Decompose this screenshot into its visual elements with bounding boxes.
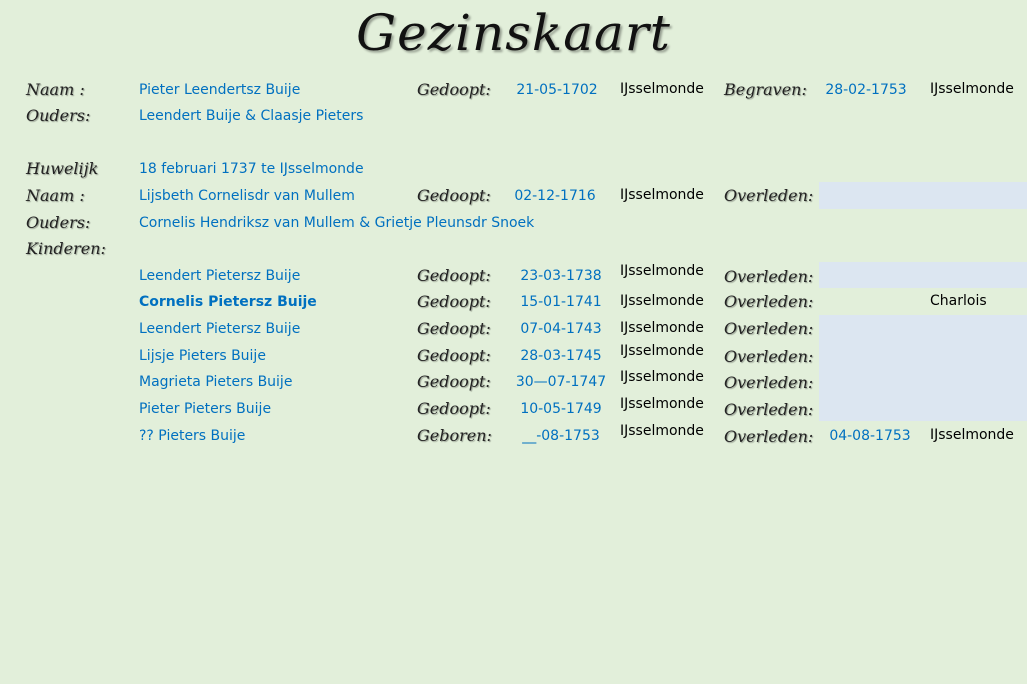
- child-name: ?? Pieters Buije: [139, 428, 246, 444]
- child-death-label: Overleden:: [724, 347, 814, 366]
- child-place: IJsselmonde: [620, 369, 704, 385]
- child-death-label: Overleden:: [724, 267, 814, 286]
- child-name: Leendert Pietersz Buije: [139, 268, 301, 284]
- marriage-info: 18 februari 1737 te IJsselmonde: [139, 161, 364, 177]
- husband-baptism-place: IJsselmonde: [620, 81, 704, 97]
- husband-name: Pieter Leendertsz Buije: [139, 82, 301, 98]
- child-baptism-label: Gedoopt:: [417, 399, 491, 418]
- wife-name-label: Naam :: [26, 186, 85, 205]
- child-baptism-label: Gedoopt:: [417, 372, 491, 391]
- child-birth-label: Geboren:: [417, 426, 492, 445]
- child-name: Magrieta Pieters Buije: [139, 374, 293, 390]
- empty-cell-wife-death: [819, 182, 1027, 209]
- child-death-label: Overleden:: [724, 319, 814, 338]
- empty-cell-children-death: [819, 315, 1027, 421]
- husband-burial-date: 28-02-1753: [825, 82, 907, 98]
- child-place: IJsselmonde: [620, 423, 704, 439]
- child-place: IJsselmonde: [620, 396, 704, 412]
- child-place: IJsselmonde: [620, 343, 704, 359]
- child-name: Pieter Pieters Buije: [139, 401, 272, 417]
- child-death-place: IJsselmonde: [930, 427, 1014, 443]
- wife-baptism-date: 02-12-1716: [514, 188, 596, 204]
- husband-baptism-label: Gedoopt:: [417, 80, 491, 99]
- wife-baptism-label: Gedoopt:: [417, 186, 491, 205]
- child-baptism-label: Gedoopt:: [417, 292, 491, 311]
- child-date: 23-03-1738: [520, 268, 602, 284]
- child-death-label: Overleden:: [724, 400, 814, 419]
- child-death-place: Charlois: [930, 293, 987, 309]
- marriage-label: Huwelijk: [26, 159, 99, 178]
- child-name: Cornelis Pietersz Buije: [139, 294, 317, 310]
- wife-parents: Cornelis Hendriksz van Mullem & Grietje Pleunsdr Snoek: [139, 215, 535, 231]
- child-baptism-label: Gedoopt:: [417, 346, 491, 365]
- child-date: 15-01-1741: [520, 294, 602, 310]
- wife-death-label: Overleden:: [724, 186, 814, 205]
- husband-parents: Leendert Buije & Claasje Pieters: [139, 108, 364, 124]
- husband-name-label: Naam :: [26, 80, 85, 99]
- child-name: Lijsje Pieters Buije: [139, 348, 266, 364]
- child-baptism-label: Gedoopt:: [417, 266, 491, 285]
- wife-baptism-place: IJsselmonde: [620, 187, 704, 203]
- child-death-date: 04-08-1753: [829, 428, 911, 444]
- child-date: 28-03-1745: [520, 348, 602, 364]
- child-death-label: Overleden:: [724, 292, 814, 311]
- child-death-label: Overleden:: [724, 373, 814, 392]
- husband-parents-label: Ouders:: [26, 106, 91, 125]
- child-place: IJsselmonde: [620, 320, 704, 336]
- wife-parents-label: Ouders:: [26, 213, 91, 232]
- husband-baptism-date: 21-05-1702: [516, 82, 598, 98]
- child-date: 10-05-1749: [520, 401, 602, 417]
- page-title: Gezinskaart: [356, 4, 671, 62]
- child-place: IJsselmonde: [620, 293, 704, 309]
- child-date: 30—07-1747: [515, 374, 607, 390]
- child-name: Leendert Pietersz Buije: [139, 321, 301, 337]
- child-death-label: Overleden:: [724, 427, 814, 446]
- child-place: IJsselmonde: [620, 263, 704, 279]
- husband-burial-label: Begraven:: [724, 80, 807, 99]
- husband-burial-place: IJsselmonde: [930, 81, 1014, 97]
- child-date: 07-04-1743: [520, 321, 602, 337]
- wife-name: Lijsbeth Cornelisdr van Mullem: [139, 188, 355, 204]
- children-label: Kinderen:: [26, 239, 106, 258]
- empty-cell-child1-death: [819, 262, 1027, 288]
- child-date: __-08-1753: [522, 428, 600, 444]
- child-baptism-label: Gedoopt:: [417, 319, 491, 338]
